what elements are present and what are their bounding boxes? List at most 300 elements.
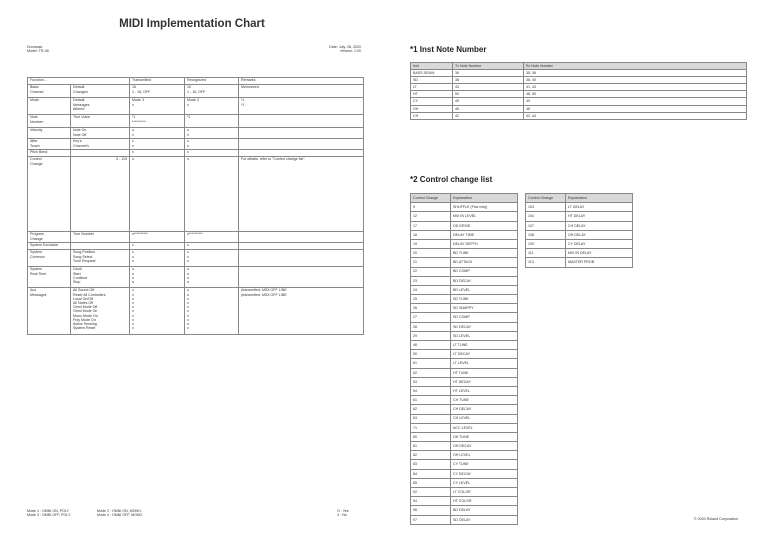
table-cell: 84 [411,469,451,478]
transmitted-value: x [132,305,134,310]
subfunction-label: True Voice [73,115,91,120]
transmitted-value: o [132,128,134,133]
transmitted-cell [130,250,185,267]
transmitted-value: x [132,288,134,293]
recognized-cell [185,85,239,98]
table-header-row [411,194,518,203]
table-row [28,157,364,232]
transmitted-cell [130,150,185,157]
copyright: © 2020 Roland Corporation [694,517,738,521]
recognized-value: x [187,309,189,314]
function-cell [28,243,71,250]
table-cell: 50 [453,91,524,98]
remarks-cell [239,243,364,250]
table-row [411,212,518,221]
table-cell: HT DELAY [566,212,633,221]
function-cell [28,115,71,128]
recognized-value: x [187,326,189,331]
function-cell [28,128,71,139]
table-header-row [28,78,364,85]
table-row [411,396,518,405]
recognized-value: x********** [187,232,203,237]
table-row [411,249,518,258]
transmitted-value: o [132,271,134,276]
mode-legend-1 [27,509,70,518]
function-label: Note [30,115,38,120]
table-cell: 111 [526,249,566,258]
remark-text: For details, refer to "Control change list". [241,157,306,162]
transmitted-value: x [132,132,134,137]
table-row [526,258,633,267]
transmitted-cell [130,243,185,250]
subfunction-label: All Notes Off [73,300,94,305]
table-cell: SD DECAY [451,322,518,331]
table-cell: 109 [526,239,566,248]
recognized-cell [185,98,239,115]
transmitted-value: x [132,317,134,322]
subfunction-cell [71,150,130,157]
recognized-value: x [187,132,189,137]
table-cell: 25 [411,295,451,304]
table-cell: LT TUNE [451,341,518,350]
transmitted-value: x [132,326,134,331]
table-cell: 51 [411,359,451,368]
table-row [411,77,747,84]
column-header: Transmitted [130,78,185,85]
table-cell: 49 [524,98,747,105]
subfunction-label: Changed [73,89,88,94]
control-range: 0 - 119 [116,157,127,162]
table-row [28,115,364,128]
model-line: Model: TR-08 [27,49,49,54]
mode-line: Mode 2 : OMNI ON, MONO [97,509,141,513]
remarks-cell [239,250,364,267]
table-header-row [526,194,633,203]
table-cell: BD ATTACK [451,258,518,267]
table-cell: 23 [411,276,451,285]
table-row [411,469,518,478]
subfunction-label: True Number [73,232,95,237]
table-cell: HT [411,91,453,98]
column-header: Control Change [526,194,566,203]
transmitted-value: x [132,150,134,155]
function-cell [28,139,71,150]
column-header: Explanation [451,194,518,203]
table-cell: 28 [411,322,451,331]
table-cell: CY LEVEL [451,478,518,487]
table-cell: 20 [411,249,451,258]
table-row [28,85,364,98]
transmitted-value: x [132,143,134,148]
function-label: Change [30,236,43,241]
subfunction-cell [71,243,130,250]
inst-note-title: *1 Inst Note Number [410,45,487,54]
subfunction-label: Stop [73,279,81,284]
function-cell [28,288,71,335]
table-row [411,295,518,304]
subfunction-label: Clock [73,267,82,272]
table-cell: CH TUNE [451,396,518,405]
table-row [411,506,518,515]
function-label: System [30,267,42,272]
recognized-value: x [187,243,189,248]
transmitted-value: x [132,139,134,144]
recognized-value: 10 [187,85,191,90]
table-cell: HT LEVEL [451,386,518,395]
subfunction-label: Active Sensing [73,321,97,326]
transmitted-cell [130,157,185,232]
table-row [411,105,747,112]
table-cell: 104 [526,212,566,221]
subfunction-cell [71,232,130,243]
recognized-cell [185,232,239,243]
table-cell: 92 [411,488,451,497]
table-cell: 18 [411,230,451,239]
subfunction-label: Altered [73,106,85,111]
table-cell: CH [411,112,453,119]
mode-line: Mode 4 : OMNI OFF, MONO [97,513,143,518]
control-change-table-right [525,193,633,268]
table-cell: SD [411,77,453,84]
table-cell: 85 [411,478,451,487]
table-cell: CY DELAY [566,239,633,248]
subfunction-cell [71,250,130,267]
table-cell: HT COLOR [451,497,518,506]
table-row [411,414,518,423]
recognized-value: o [187,321,189,326]
table-cell: CY TUNE [451,460,518,469]
subfunction-label: Song Position [73,250,96,255]
table-row [28,250,364,267]
table-cell: OH LEVEL [451,451,518,460]
table-cell: 19 [411,239,451,248]
table-cell: LT LEVEL [451,359,518,368]
transmitted-value: x [132,102,134,107]
table-cell: OH TUNE [451,432,518,441]
table-row [411,478,518,487]
remarks-cell [239,288,364,335]
recognized-cell [185,150,239,157]
subfunction-label: Mono Mode On [73,313,98,318]
function-label: Touch [30,143,40,148]
table-cell: HT DECAY [451,377,518,386]
table-cell: DELAY DEPTH [451,239,518,248]
table-row [411,112,747,119]
table-row [411,497,518,506]
function-cell [28,267,71,288]
remarks-cell [239,139,364,150]
table-cell: SD TUNE [451,295,518,304]
subfunction-label: All Sound Off [73,288,95,293]
function-label: Aux [30,288,37,293]
table-cell: 97 [411,515,451,524]
table-cell: BD DECAY [451,276,518,285]
column-header: Inst [411,63,453,70]
recognized-cell [185,250,239,267]
table-cell: MIX IN DELAY [566,249,633,258]
table-cell: 81 [411,442,451,451]
function-cell [28,157,71,232]
function-label: Messages [30,292,47,297]
midi-implementation-table [27,77,364,335]
recognized-value: o [187,288,189,293]
table-row [28,267,364,288]
recognized-value: x [187,254,189,259]
recognized-cell [185,115,239,128]
subfunction-label: Omni Mode On [73,309,98,314]
subfunction-label: Key's [73,139,82,144]
function-label: Velocity [30,128,43,133]
table-cell: BD DELAY [451,506,518,515]
recognized-value: o [187,271,189,276]
function-label: Common [30,254,45,259]
remarks-cell [239,150,364,157]
table-row [411,359,518,368]
transmitted-value: o [132,157,134,162]
table-cell: 94 [411,497,451,506]
subfunction-label: System Reset [73,326,96,331]
table-cell: 54 [411,386,451,395]
table-row [411,239,518,248]
table-cell: 36 [453,70,524,77]
remarks-cell [239,267,364,288]
function-label: System [30,250,42,255]
mode-legend-2 [97,509,142,518]
table-cell: DELAY TIME [451,230,518,239]
table-row [411,451,518,460]
recognized-value: o [187,275,189,280]
table-cell: SD LEVEL [451,331,518,340]
subfunction-label: Default [73,98,85,103]
remark-text: *1 [241,98,245,103]
transmitted-value: x [132,254,134,259]
function-label: Control [30,157,42,162]
recognized-value: o [187,279,189,284]
table-row [28,232,364,243]
table-cell: BD TUNE [451,249,518,258]
column-header: Explanation [566,194,633,203]
transmitted-value: ********** [132,119,146,124]
table-row [411,203,518,212]
table-row [411,91,747,98]
subfunction-label: Start [73,271,81,276]
function-label: Mode [30,98,39,103]
function-label: Number: [30,119,44,124]
table-row [411,221,518,230]
remarks-cell [239,98,364,115]
table-row [411,368,518,377]
recognized-value: x [187,317,189,322]
table-cell: 113 [526,258,566,267]
table-cell: 71 [411,423,451,432]
table-cell: 38, 40 [524,77,747,84]
recognized-value: x [187,150,189,155]
table-row [411,313,518,322]
transmitted-cell [130,85,185,98]
table-cell: 43 [453,84,524,91]
transmitted-value: x [132,292,134,297]
recognized-value: o [187,157,189,162]
column-header: Tx Note Number [453,63,524,70]
table-cell: LT DECAY [451,350,518,359]
legend-yes: O : Yes [337,509,349,513]
table-row [526,230,633,239]
subfunction-label: Tune Request [73,258,96,263]
table-cell: 52 [411,368,451,377]
recognized-cell [185,139,239,150]
function-label: Pitch Bend [30,150,48,155]
table-cell: 103 [526,203,566,212]
transmitted-value: o [132,275,134,280]
table-cell: 82 [411,451,451,460]
table-cell: 61 [411,396,451,405]
table-cell: CH DECAY [451,405,518,414]
legend-no: X : No [337,513,347,518]
table-cell: 46 [411,341,451,350]
recognized-value: 1 - 16, OFF [187,89,206,94]
transmitted-value: o [132,267,134,272]
table-cell: BD COMP [451,267,518,276]
table-row [28,128,364,139]
recognized-value: x [187,250,189,255]
table-cell: 96 [411,506,451,515]
table-row [411,258,518,267]
remarks-cell [239,157,364,232]
table-cell: 38 [453,77,524,84]
table-row [411,442,518,451]
transmitted-value: x [132,296,134,301]
function-label: Program [30,232,44,237]
table-cell: CY DECAY [451,469,518,478]
transmitted-value: Mode 3 [132,98,144,103]
transmitted-value: x [132,309,134,314]
table-cell: CY [411,98,453,105]
table-cell: 35, 36 [524,70,747,77]
transmitted-value: x [132,321,134,326]
table-row [28,243,364,250]
column-header: Function... [28,78,130,85]
table-row [411,460,518,469]
table-cell: OH DELAY [566,230,633,239]
table-cell: 46 [524,105,747,112]
transmitted-cell [130,115,185,128]
table-row [411,70,747,77]
table-row [526,239,633,248]
function-label: Channel [30,89,44,94]
table-row [526,221,633,230]
subfunction-cell [71,157,130,232]
column-header: Remarks [239,78,364,85]
table-row [411,405,518,414]
table-cell: OH DECAY [451,442,518,451]
table-cell: SHUFFLE (Flux mdy) [451,203,518,212]
subfunction-label: Note On [73,128,87,133]
table-cell: ACC LEVEL [451,423,518,432]
transmitted-value: x [132,258,134,263]
table-cell: OH [411,105,453,112]
table-cell: 9 [411,203,451,212]
subfunction-cell [71,288,130,335]
table-cell: 17 [411,221,451,230]
remarks-cell [239,232,364,243]
table-row [526,212,633,221]
remarks-cell [239,85,364,98]
column-header: Recognized [185,78,239,85]
transmitted-value: o [132,279,134,284]
function-cell [28,232,71,243]
transmitted-value: x [132,243,134,248]
transmitted-cell [130,232,185,243]
recognized-cell [185,288,239,335]
function-cell [28,250,71,267]
table-cell: 42 [453,112,524,119]
transmitted-value: *1 [132,115,136,120]
remark-text: (transmitted: MIDI OFF LINE [241,292,287,297]
subfunction-cell [71,85,130,98]
table-row [411,488,518,497]
table-cell: 21 [411,258,451,267]
table-cell: MASTER PROB [566,258,633,267]
table-cell: BD LEVEL [451,285,518,294]
table-cell: 50 [411,350,451,359]
subfunction-label: Default [73,85,85,90]
subfunction-label: Reset All Controllers [73,292,106,297]
table-header-row [411,63,747,70]
recognized-value: x [187,258,189,263]
table-cell: 27 [411,313,451,322]
function-cell [28,150,71,157]
column-header: Rx Note Number [524,63,747,70]
symbol-legend [337,509,349,518]
subfunction-cell [71,139,130,150]
transmitted-value: x [132,250,134,255]
subfunction-cell [71,98,130,115]
recognized-value: x [187,305,189,310]
table-row [411,341,518,350]
remark-text: Memorized [241,85,259,90]
subfunction-label: Channel's [73,143,89,148]
transmitted-cell [130,128,185,139]
table-cell: 107 [526,221,566,230]
subfunction-cell [71,267,130,288]
table-row [411,432,518,441]
recognized-value: x [187,313,189,318]
subfunction-label: Song Select [73,254,93,259]
recognized-cell [185,128,239,139]
table-row [411,386,518,395]
column-header: Control Change [411,194,451,203]
function-label: Basic [30,85,39,90]
remark-text: (transmitted: MIDI OFF LINE [241,288,287,293]
table-cell: LT [411,84,453,91]
table-row [411,276,518,285]
function-cell [28,85,71,98]
control-change-table-left [410,193,518,525]
table-cell: 63 [411,414,451,423]
function-label: Change [30,161,43,166]
recognized-value: o [187,267,189,272]
table-cell: 42, 44 [524,112,747,119]
table-cell: 12 [411,212,451,221]
function-label: After [30,139,38,144]
table-cell: 46 [453,105,524,112]
table-row [526,249,633,258]
table-cell: 62 [411,405,451,414]
date-info [300,45,361,54]
page-title: MIDI Implementation Chart [119,18,265,30]
table-row [28,98,364,115]
remarks-cell [239,128,364,139]
